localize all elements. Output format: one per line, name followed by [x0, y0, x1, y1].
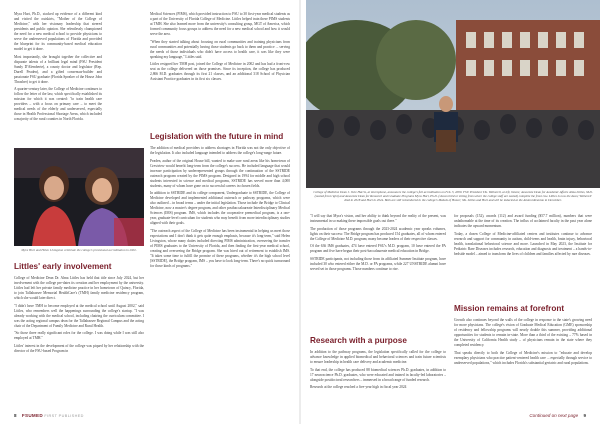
photo-hurt-livingston [14, 148, 144, 246]
section-heading-legislation: Legislation with the future in mind [150, 132, 284, 141]
paragraph: SSTRIDE participants, not including those from its affiliated Summer Institute program, have included 30 who entered either the M.D. or PA programs, while 227 UNSTRIDE alumni have served set in those programs. Those numbers continue to rise. [310, 256, 446, 271]
magazine-tagline: FIRST PUBLISHED [44, 414, 84, 418]
mission-heading-wrap [454, 304, 592, 317]
left-footer [14, 413, 84, 418]
page-gutter [299, 0, 301, 424]
paragraph: Littles resigned her TMH post, joined the College of Medicine in 2002 and has had a front-row seat as the college delivered on those promises. Since its inception, the college has produced 2,866 M.D. graduates through its first 21 classes, and an additional 318 School of Physician Assistant Practice graduates in its first six classes. [150, 62, 290, 82]
photo-caption-right: College of Medicine Dean J. Ocie Harris, at microphone, announces the college's full accreditation on Feb. 3, 2000. FSU President T.K. Wetherell, at left, listens; Associate Dean for Academic Affairs Alma Littles, M.D. (seated front right) and Associate Dean for Research and Graduate Programs Myra Hurt, Ph.D. (shown third or sitting from where the college staff are seated) complete the front row. Littles is now the dean; Wetherell died in 2018 and Hurt in 2024. Both are still remembered in the college's Medals of Honor; Ms. Littles and Hurt and will be inducted at the Alumni Reunion in December. [313, 190, 593, 203]
paragraph: College of Medicine Dean Dr. Alma Littles has held that title since July 2024, but her involvement with the college pre-dates its creation and her employment by the university. Littles had left her private family medicine practice in her hometown of Quincy, Florida, to join Tallahassee Memorial HealthCare's (TMH) family medicine residency program, which she would later direct. [14, 276, 144, 300]
legislation-heading-wrap [150, 132, 290, 145]
right-col4-top [454, 214, 592, 304]
paragraph: Today, a dozen College of Medicine-affiliated centers and institutes continue to advance research and support for community in autism, child-teens and health, brain injury, behavioral health, translational behavioral science and more. Launched in May 2023, the Institute for Pediatric Rare Diseases includes research, education and diagnosis and treatment – a hands-to-bedside model – aimed to transform the lives of children and families affected by rare diseases. [454, 231, 592, 256]
left-col2-top [150, 12, 290, 130]
paragraph: Medical Sciences (PIMS), which provided instruction to FSU to 30 first-year medical students as a part of the University of Florida College of Medicine. Littles helped train these PIMS students at TMH. She also learned more from the university's consulting group, MGT of America, which formed community focus groups to address the need for a new medical school and how it would serve the area. [150, 12, 290, 36]
paragraph: In addition to SSTRIDE and its college component, Undergraduate to SSTRIDE, the College of Medicine developed and implemented additional outreach or pathway programs, which were also outlined – in broad terms – under the initial legislation. Those include the Bridge to Clinical Medicine, now a master's degree program, and other postbaccalaureate Interdisciplinary Medical Sciences (IMS) program. IMS, which includes the cooperative premedical program, is a one-year, graduate-level curriculum for students who may benefit from more interdisciplinary studies aligned with their goals. [150, 191, 290, 226]
paragraph: "When they started talking about focusing on rural communities and training physicians from rural communities and potentially having those students go back to them and practice ... serving the needs of those individuals who didn't have access to health care, it was like they were speaking my language," Littles said. [150, 39, 290, 59]
section-heading-research: Research with a purpose [310, 336, 407, 345]
section-heading-littles: Littles' early involvement [14, 262, 112, 271]
paragraph: "So those three really significant roles for the college. I was doing while I was still also employed at TMH." [14, 331, 144, 341]
paragraph: That speaks directly to both the College of Medicine's mission to "educate and develop exemplary physicians who practice patient-centered health care ... especially through service to underserved populations," which includes Florida's substantial geriatric and rural populations. [454, 350, 592, 365]
paragraph: Research at the college reached a five-year high in fiscal year 2024 [310, 385, 407, 390]
paragraph: "I will say that Myra's vision, and her ability to think beyond the reality of the present, was instrumental in so making these impossible goals out there." [310, 214, 446, 223]
photo-image [14, 148, 144, 246]
photo-image [306, 0, 600, 188]
page-number-right: 9 [583, 413, 586, 418]
paragraph: Growth also continues beyond the walls of the college in response to the state's growing need for more physicians. The college's vision of Graduate Medical Education (GME) sponsorship of residency and fellowship programs will nearly double this summer, providing additional opportunities for students to remain in-state. More than a third of the existing – 77% based in the University of California Health study – of physicians remain in the state where they completed residency. [454, 318, 592, 347]
paragraph: "The outreach aspect of the College of Medicine has been instrumental in helping us meet those expectations and I don't think it gets quite enough emphasis, because it's long-term," said Helen Livingston, whose many duties included directing PIMS administration, overseeing the transfer of PIMS graduates to the University of Florida, and then finding the first-year medical school, creating and overseeing the Bridge program. She was hired out of retirement to establish IMS. "It takes some time to fulfill the promise of these programs, whether it's the high school level [SSTRIDE], the Bridge program, IMS – you have to look long-term. There's no quick turnaround for those kinds of programs." [150, 228, 290, 268]
paragraph: Myra Hurt, Ph.D., stacked up evidence of a different kind and visited the outskirts, "Mother of the College of Medicine," with her visionary leadership that steered presidents and public opinion. She relentlessly championed the need for a new medical school to provide physicians to serve the underserved populations of Florida and provided the blueprint for its community-based medical education model to get it done. [14, 12, 102, 51]
photo-caption-left: Myra Hurt and Helen Livingston celebrate the college's provisional accreditation in 2002. [21, 248, 137, 252]
right-col3-top [310, 214, 446, 276]
left-col2-bottom [150, 146, 290, 408]
continued-note: Continued on next page [529, 413, 579, 418]
page-number-left: 8 [14, 413, 17, 418]
paragraph: To that end, the college has produced 88 biomedical sciences Ph.D. graduates, in addition to 17 neuroscience Ph.D. graduates, who were educated and trained in faculty-led laboratories – alongside postdoctoral researchers – immersed in a broad range of funded research. [310, 367, 446, 382]
paragraph: In addition to the pathway programs, the legislation specifically called for the college to advance knowledge in applied biomedical and behavioral sciences and train future scientists to ensure leadership in health care delivery and academic medicine. [310, 350, 446, 364]
right-footer [529, 413, 590, 418]
magazine-name: FSUMED [21, 413, 44, 418]
paragraph: Peaden, author of the original House bill, wanted to make sure rural areas like his hometown of Crestview would benefit long-term from the college's success. He included language that would increase participation by underrepresented groups through the continuation of the SSTRIDE outreach program created by the PIMS program. Designed in 1994 for middle and high school students interested in science and medical programs, SSTRIDE has served more than 4,000 students, many of whom have gone on to successful careers in chosen fields. [150, 158, 290, 188]
paragraph: A quarter-century later, the College of Medicine continues to follow the letter of the law, which specifically established its mission for which it was created: "to train health care providers – with a focus on primary care – to meet the medical needs of the elderly and underserved, especially those in Health Professional Shortage Areas, which included a majority of the rural counties in North Florida. [14, 87, 102, 122]
left-col1-bottom [14, 276, 144, 408]
paragraph: "I didn't have TMH to become employed at the medical school until August 2002," said Littles, who remembers well the happenings surrounding the college's startup. "I was already working with the medical school, including chairing the curriculum committee. I was the acting regional campus dean for the Tallahassee Regional Campus and the acting chair of the Department of Family Medicine and Rural Health. [14, 303, 144, 328]
paragraph: for proposals (152), awards (112) and award funding ($57.7 million), numbers that were unfathomable at the time of its creation. The influx of acclaimed faculty in the past year alone indicates the upward momentum. [454, 214, 592, 228]
paragraph: The production of those programs through the 2023-2024 academic year speaks volumes, lights on their success: The Bridge program has produced 154 graduates, all of whom entered the College of Medicine M.D. program; many became leaders of their respective classes. [310, 226, 446, 241]
paragraph: Of the 636 IMS graduates, 474 have entered FSU's M.D. program, 10 have entered the PA program and five have begun their post-baccalaureate medical education in Bridge. [310, 244, 446, 254]
paragraph: The addition of medical providers to address shortages in Florida was not the only objective of the legislation. It also included language intended to address the college's long-range future. [150, 146, 290, 155]
photo-accreditation-announcement [306, 0, 600, 188]
paragraph: Most importantly, she brought together the collective and disparate talents of a brilliant legal mind (FSU President Sandy D'Alemberte), a county doctor and legislator (Rep. Durell Peaden), and a gifted consensus-builder and passionate FSU graduate (Florida Speaker of the House John Thrasher) to get it done. [14, 54, 102, 84]
right-col4-bottom [454, 318, 592, 410]
section-heading-mission: Mission remains at forefront [454, 304, 565, 313]
right-col3-bottom [310, 350, 446, 410]
paragraph: Littles' interest in the development of the college was piqued by her relationship with the director of the FSU-based Program in [14, 343, 144, 353]
littles-heading-wrap [14, 262, 144, 275]
research-heading-wrap [310, 336, 446, 349]
